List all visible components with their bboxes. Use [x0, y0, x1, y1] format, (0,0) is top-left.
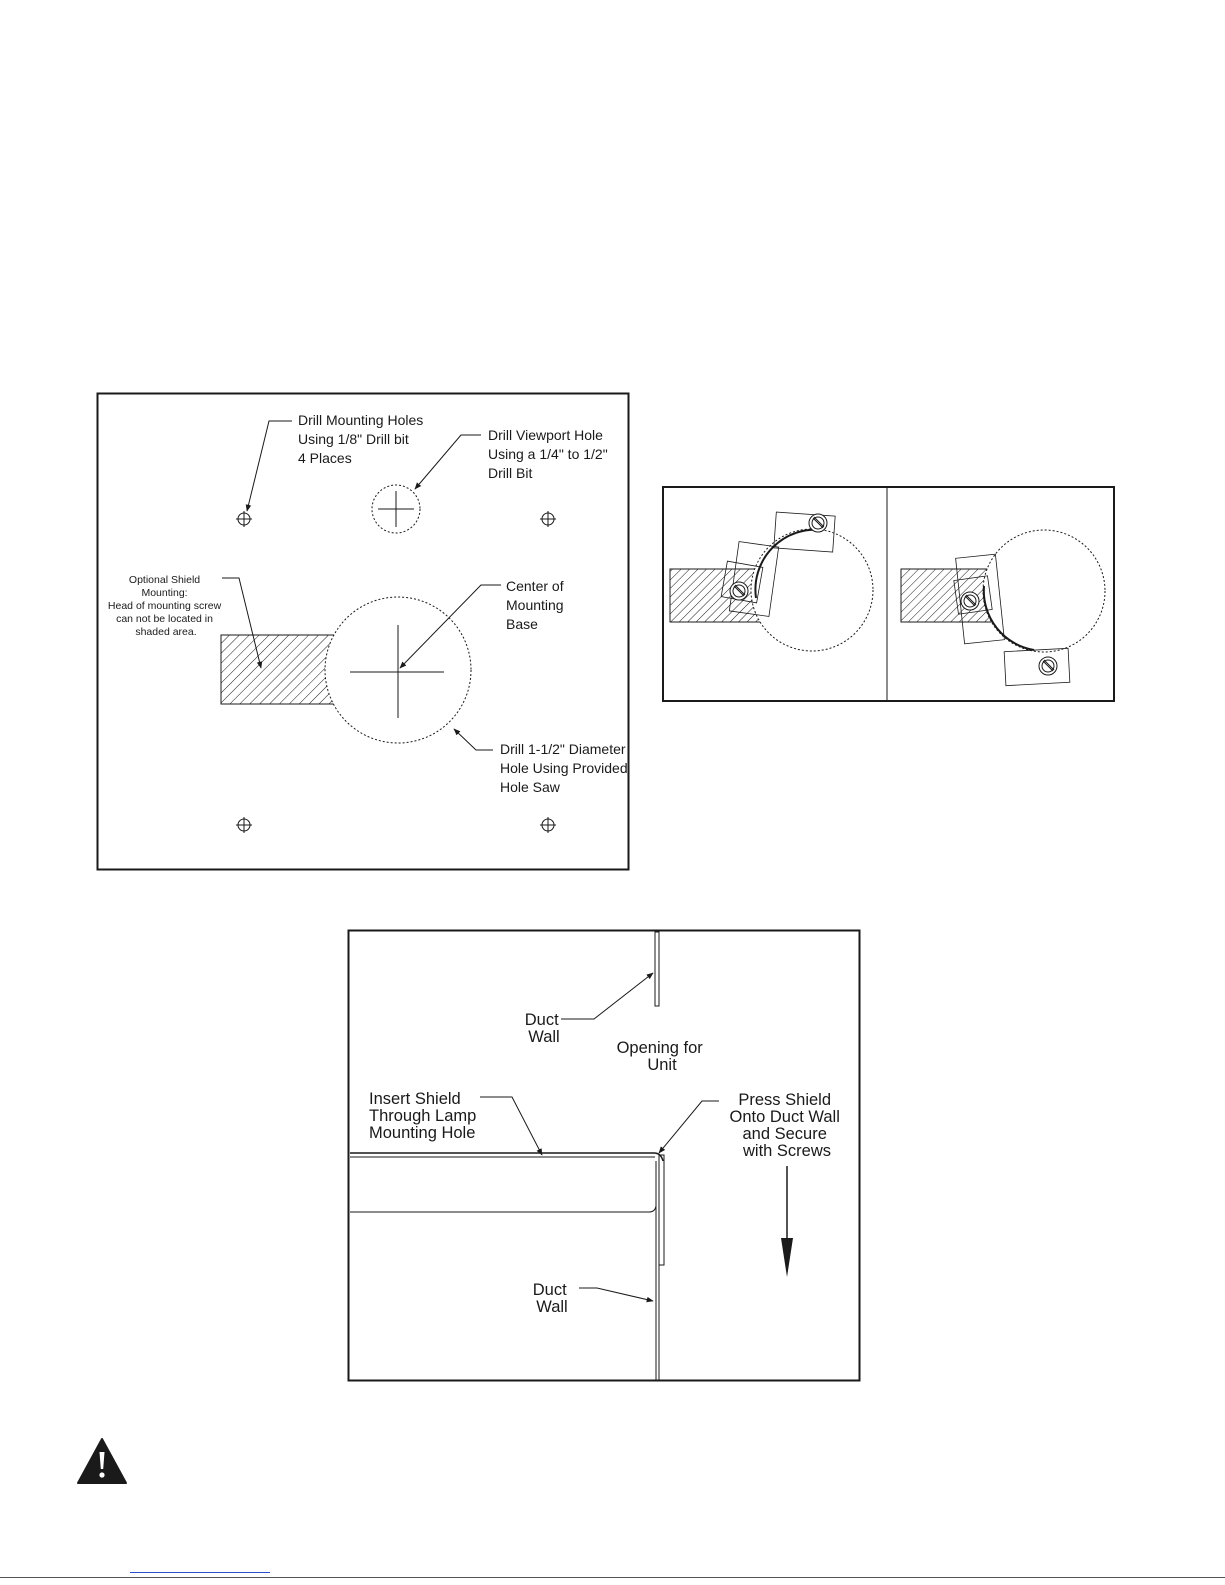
- label-duct-wall-bottom: Duct Wall: [532, 1281, 568, 1316]
- shield-flange: [659, 1155, 664, 1265]
- leader-press-shield: [659, 1101, 719, 1153]
- viewport-crosshair-icon: [378, 491, 414, 527]
- label-press-shield: Press Shield Onto Duct Wall and Secure with Screws: [729, 1091, 840, 1160]
- screw-head-icon: [961, 592, 979, 610]
- footer-rule: [0, 1577, 1225, 1578]
- mounting-hole-icon: [236, 511, 252, 527]
- screw-head-icon: [730, 582, 748, 600]
- label-viewport-hole: Drill Viewport Hole Using a 1/4" to 1/2" Drill Bit: [488, 427, 608, 481]
- footer-link-underline[interactable]: [130, 1572, 270, 1573]
- mounting-template-figure: [96, 392, 631, 873]
- label-optional-shield: Optional Shield Mounting: Head of mounting screw can not be located in shaded area.: [107, 574, 222, 638]
- label-opening-unit: Opening for Unit: [616, 1039, 703, 1074]
- label-insert-shield: Insert Shield Through Lamp Mounting Hole: [369, 1090, 477, 1142]
- leader-duct-wall-bottom: [579, 1288, 653, 1301]
- leader-insert-shield: [480, 1097, 542, 1155]
- leader-mount-holes: [247, 421, 292, 511]
- label-center-base: Center of Mounting Base: [506, 578, 564, 632]
- leader-duct-wall-top: [561, 973, 653, 1019]
- label-mount-holes: Drill Mounting Holes Using 1/8" Drill bit 4 Places: [298, 412, 424, 466]
- duct-wall-top: [655, 932, 659, 1006]
- shield-option-a: [670, 512, 873, 651]
- leader-viewport: [415, 435, 481, 489]
- shaded-no-screw-area: [221, 635, 341, 704]
- arrow-down-icon: [781, 1238, 793, 1277]
- label-drill-hole: Drill 1-1/2" Diameter Hole Using Provided Hole Saw: [500, 741, 628, 795]
- leader-drill: [454, 729, 493, 750]
- mounting-hole-icon: [540, 511, 556, 527]
- shield-positions-figure: [662, 486, 1117, 705]
- duct-installation-figure: [347, 929, 861, 1384]
- label-duct-wall-top: Duct Wall: [524, 1011, 560, 1046]
- mounting-hole-icon: [236, 817, 252, 833]
- screw-head-icon: [1039, 657, 1057, 675]
- warning-triangle-icon: [76, 1437, 128, 1485]
- mounting-hole-icon: [540, 817, 556, 833]
- shield-option-b: [901, 530, 1105, 686]
- screw-head-icon: [809, 514, 827, 532]
